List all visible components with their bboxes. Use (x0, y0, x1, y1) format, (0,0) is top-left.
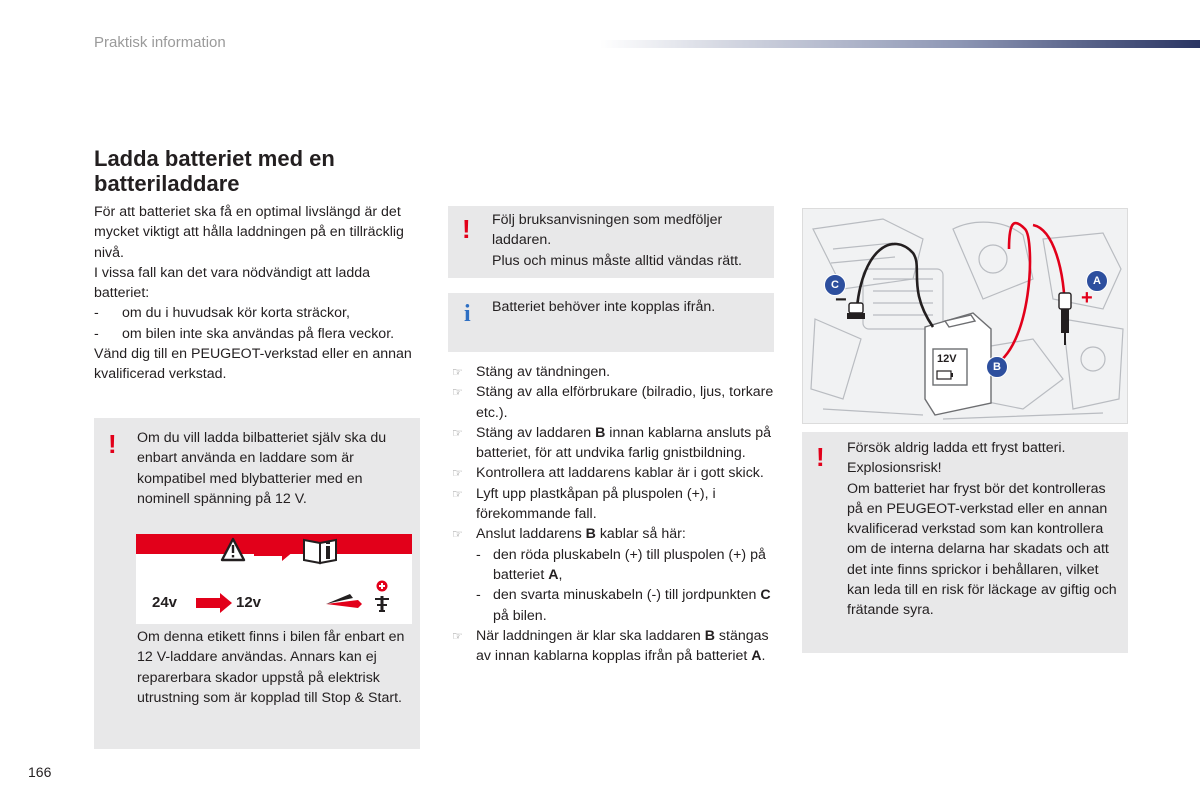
finger-bullet-icon: ☞ (452, 628, 463, 643)
callout-c: C (824, 274, 846, 296)
finger-bullet-icon: ☞ (452, 425, 463, 440)
step-item: ☞ Kontrollera att laddarens kablar är i gott skick. (452, 463, 774, 483)
header-bar (600, 40, 1200, 48)
page-title: Ladda batteriet med en batteriladdare (94, 146, 335, 196)
step-item: ☞ Stäng av tändningen. (452, 362, 774, 382)
info-icon: i (464, 301, 471, 327)
finger-bullet-icon: ☞ (452, 365, 463, 379)
positive-clamp (1059, 293, 1071, 345)
steps-list (452, 362, 774, 666)
step-item: ☞ Stäng av laddaren B innan kablarna ansluts på batteriet, för att undvika farlig gnistbildning. (452, 423, 774, 464)
section-label: Praktisk information (94, 34, 226, 51)
intro-list-item: - om du i huvudsak kör korta sträckor, (94, 305, 350, 322)
finger-bullet-icon: ☞ (452, 385, 463, 400)
plus-sign: + (1081, 287, 1093, 309)
warning-box-mid (448, 206, 774, 278)
warning-left-caption: Om denna etikett finns i bilen får enbart en 12 V-laddare användas. Annars kan ej reparerbara skador uppstå på elektrisk utrustning som är kopplad till Stop & Start. (137, 629, 405, 706)
arrow-right-icon (254, 541, 294, 561)
step-item: ☞ När laddningen är klar ska laddaren B stängas av innan kablarna kopplas ifrån på batteriet A. (452, 626, 774, 667)
arrow-right-icon (196, 593, 232, 613)
intro-paragraph-2: I vissa fall kan det vara nödvändigt att ladda batteriet: (94, 264, 371, 302)
voltage-label-image (136, 534, 412, 624)
warning-mid-line-2: Plus och minus måste alltid vändas rätt. (492, 252, 742, 269)
intro-paragraph-1: För att batteriet ska få en optimal livslängd är det mycket viktigt att hålla laddningen på en tillräcklig nivå. (94, 204, 404, 261)
label-from-voltage: 24v (152, 594, 178, 611)
finger-bullet-icon: ☞ (452, 486, 463, 501)
step-sub-item: - den svarta minuskabeln (-) till jordpunkten C på bilen. (476, 587, 771, 624)
warning-mid-line-1: Följ bruksanvisningen som medföljer laddaren. (492, 212, 723, 249)
label-graphics (136, 534, 412, 624)
finger-bullet-icon: ☞ (452, 466, 463, 481)
warning-icon: ! (816, 442, 825, 472)
warning-triangle-icon (222, 539, 244, 560)
warning-icon: ! (462, 214, 471, 244)
charger-body (925, 313, 991, 415)
charger-voltage-label: 12V (937, 353, 957, 365)
warning-right-line-1: Försök aldrig ladda ett fryst batteri. (847, 440, 1066, 456)
negative-clamp (847, 303, 865, 319)
page-number: 166 (28, 764, 52, 780)
warning-box-right (802, 432, 1128, 653)
intro-list-item: - om bilen inte ska användas på flera veckor. (94, 325, 395, 342)
finger-bullet-icon: ☞ (452, 527, 463, 542)
engine-charging-diagram (802, 208, 1128, 424)
minus-sign: − (835, 289, 847, 311)
label-to-voltage: 12v (236, 594, 262, 611)
info-mid-text: Batteriet behöver inte kopplas ifrån. (492, 299, 716, 315)
engine-drawing (803, 209, 1128, 424)
step-sub-item: - den röda pluskabeln (+) till pluspolen (+) på batteriet A, (476, 546, 766, 583)
warning-right-line-3: Om batteriet har fryst bör det kontrolleras på en PEUGEOT-verkstad eller en annan kvalificerad verkstad som kan kontrollera om de interna delarna har skadats och att det inte finns sprickor i behållaren, vilket kan leda till en risk för läckage av giftig och frätande syra. (847, 480, 1117, 619)
callout-b: B (986, 356, 1008, 378)
step-item: ☞ Lyft upp plastkåpan på pluspolen (+), i förekommande fall. (452, 484, 774, 525)
callout-a: A (1086, 270, 1108, 292)
warning-box-left (94, 418, 420, 749)
manual-book-icon (304, 540, 336, 563)
info-box-mid (448, 293, 774, 352)
intro-paragraph-3: Vänd dig till en PEUGEOT-verkstad eller en annan kvalificerad verkstad. (94, 346, 412, 383)
step-item: ☞ Anslut laddarens B kablar så här: (452, 524, 774, 544)
red-positive-cable (991, 223, 1065, 367)
step-item: ☞ Stäng av alla elförbrukare (bilradio, ljus, torkare etc.). (452, 382, 774, 423)
warning-left-text: Om du vill ladda bilbatteriet själv ska du enbart använda en laddare som är kompatibel med blybatterier med en nominell spänning på 12 V. (137, 430, 387, 507)
warning-icon: ! (108, 429, 117, 459)
intro-text (94, 202, 424, 385)
warning-right-line-2: Explosionsrisk! (847, 460, 942, 477)
charger-clamp-icon (326, 581, 389, 613)
